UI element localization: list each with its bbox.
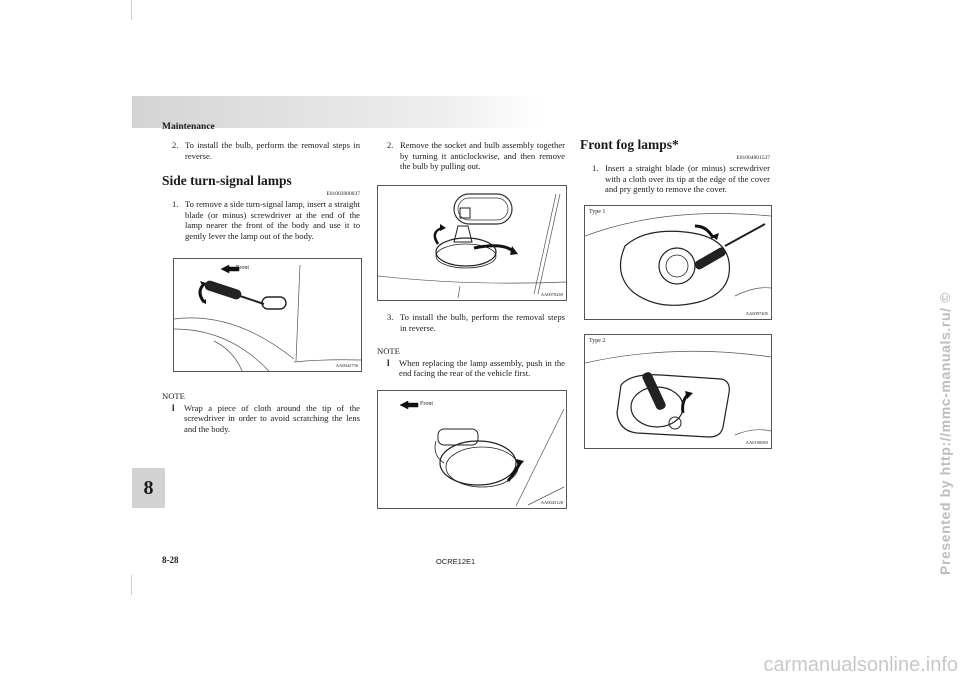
note-item (172, 403, 360, 435)
bullet-icon: l (172, 402, 175, 413)
front-label: Front (420, 401, 434, 407)
section-title: Maintenance (162, 122, 215, 132)
heading-code: E01003900037 (326, 190, 360, 197)
figure-side-turn-signal (173, 258, 362, 372)
step-number: 1. (592, 163, 599, 174)
note-label: NOTE (162, 391, 185, 401)
figure-code: AA0042756 (335, 363, 358, 368)
figure-code: AA0100083 (745, 440, 768, 445)
section-heading (580, 137, 770, 152)
site-watermark: carmanualsonline.info (763, 654, 958, 676)
figure-code: AA0070269 (540, 292, 563, 297)
note-text: When replacing the lamp assembly, push in the end facing the rear of the vehicle first. (399, 357, 565, 379)
note-label: NOTE (377, 346, 400, 356)
right-section (580, 132, 770, 200)
middle-step3 (387, 312, 565, 338)
watermark: Presented by http://mmc-manuals.ru/ © (937, 291, 953, 575)
figure-fog-type1 (584, 205, 772, 320)
step-item (387, 312, 565, 333)
step-text: To install the bulb, perform the removal steps in reverse. (400, 312, 565, 333)
step-text: To install the bulb, perform the removal steps in reverse. (185, 140, 360, 161)
step-number: 1. (172, 199, 179, 210)
step-item (172, 140, 360, 161)
note-text: Wrap a piece of cloth around the tip of the screwdriver in order to avoid scratching the lens and the body. (184, 402, 360, 434)
section-heading (162, 173, 360, 188)
figure-code: AA0097405 (745, 311, 768, 316)
crop-mark (131, 575, 132, 595)
step-item (172, 199, 360, 241)
step-text: To remove a side turn-signal lamp, insert a straight blade (or minus) screwdriver at the end of the lamp nearer the front of the body and use it to gently lever the lamp out of the body. (185, 199, 360, 241)
figure-lamp-install (377, 390, 567, 509)
type-label: Type 2 (589, 338, 606, 344)
step-number: 3. (387, 312, 394, 322)
heading-code: E01004001537 (736, 154, 770, 161)
front-label: Front (236, 265, 250, 271)
figure-fog-type2 (584, 334, 772, 449)
type-label: Type 1 (589, 209, 606, 215)
step-number: 2. (172, 140, 179, 150)
step-text: Remove the socket and bulb assembly together by turning it anticlockwise, and then remove the bulb by pulling out. (400, 140, 565, 172)
figure-socket-removal (377, 185, 567, 301)
left-column (172, 140, 360, 166)
step-item (592, 163, 770, 195)
figure-code: AA0043128 (540, 500, 563, 505)
bullet-icon: l (387, 357, 390, 368)
step-text: Insert a straight blade (or minus) screwdriver with a cloth over its tip at the edge of the cover and pry gently to remove the cover. (605, 163, 770, 195)
crop-mark (131, 0, 132, 20)
left-note (162, 385, 360, 434)
middle-step2 (387, 140, 565, 177)
document-code: OCRE12E1 (436, 557, 476, 566)
chapter-tab: 8 (132, 468, 165, 508)
step-number: 2. (387, 140, 394, 150)
left-section (162, 168, 360, 247)
note-item (387, 358, 565, 379)
step-item (387, 140, 565, 172)
middle-note (377, 340, 565, 379)
page-number: 8-28 (162, 555, 179, 565)
heading-text: Front fog lamps* (580, 137, 679, 152)
heading-text: Side turn-signal lamps (162, 173, 292, 188)
